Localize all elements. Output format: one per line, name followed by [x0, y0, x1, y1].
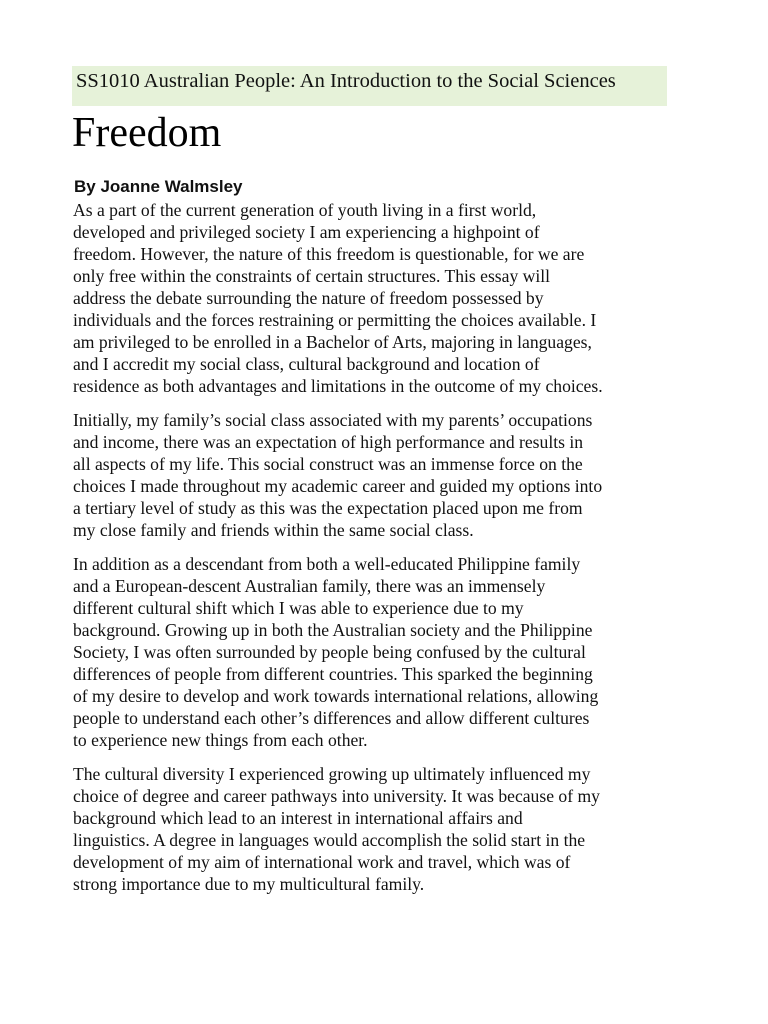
paragraph-line: my close family and friends within the same social class. — [73, 520, 474, 540]
paragraph-line: choices I made throughout my academic career and guided my options into — [73, 476, 603, 496]
paragraph-line: and income, there was an expectation of high performance and results in — [73, 432, 584, 452]
paragraph-line: freedom. However, the nature of this freedom is questionable, for we are — [73, 244, 585, 264]
paragraph-line: background which lead to an interest in international affairs and — [73, 808, 523, 828]
paragraph-line: Initially, my family’s social class associated with my parents’ occupations — [73, 410, 593, 430]
paragraph-line: different cultural shift which I was able to experience due to my — [73, 598, 524, 618]
paragraph-line: differences of people from different countries. This sparked the beginning — [73, 664, 593, 684]
paragraph-line: a tertiary level of study as this was the expectation placed upon me from — [73, 498, 583, 518]
paragraph-line: linguistics. A degree in languages would accomplish the solid start in the — [73, 830, 586, 850]
paragraph-line: background. Growing up in both the Australian society and the Philippine — [73, 620, 593, 640]
paragraph-line: developed and privileged society I am experiencing a highpoint of — [73, 222, 540, 242]
paragraph-line: and a European-descent Australian family, there was an immensely — [73, 576, 546, 596]
author-byline: By Joanne Walmsley — [74, 177, 243, 196]
paragraph-line: to experience new things from each other. — [73, 730, 368, 750]
paragraph-line: strong importance due to my multicultural family. — [73, 874, 425, 894]
paragraph-line: development of my aim of international work and travel, which was of — [73, 852, 571, 872]
paragraph-line: address the debate surrounding the nature of freedom possessed by — [73, 288, 544, 308]
essay-body — [73, 199, 701, 907]
paragraph — [73, 553, 701, 751]
paragraph-line: residence as both advantages and limitations in the outcome of my choices. — [73, 376, 603, 396]
paragraph-line: of my desire to develop and work towards international relations, allowing — [73, 686, 599, 706]
paragraph — [73, 763, 701, 895]
paragraph-line: all aspects of my life. This social construct was an immense force on the — [73, 454, 583, 474]
course-header: SS1010 Australian People: An Introduction to the Social Sciences — [72, 66, 667, 106]
paragraph — [73, 409, 701, 541]
paragraph-line: In addition as a descendant from both a well-educated Philippine family — [73, 554, 581, 574]
paragraph-line: The cultural diversity I experienced growing up ultimately influenced my — [73, 764, 591, 784]
paragraph-line: As a part of the current generation of youth living in a first world, — [73, 200, 537, 220]
paragraph-line: people to understand each other’s differences and allow different cultures — [73, 708, 590, 728]
paragraph — [73, 199, 701, 397]
paragraph-line: only free within the constraints of certain structures. This essay will — [73, 266, 551, 286]
essay-title: Freedom — [72, 110, 222, 156]
paragraph-line: Society, I was often surrounded by people being confused by the cultural — [73, 642, 586, 662]
paragraph-line: and I accredit my social class, cultural background and location of — [73, 354, 540, 374]
paragraph-line: am privileged to be enrolled in a Bachelor of Arts, majoring in languages, — [73, 332, 592, 352]
paragraph-line: individuals and the forces restraining or permitting the choices available. I — [73, 310, 597, 330]
paragraph-line: choice of degree and career pathways into university. It was because of my — [73, 786, 600, 806]
